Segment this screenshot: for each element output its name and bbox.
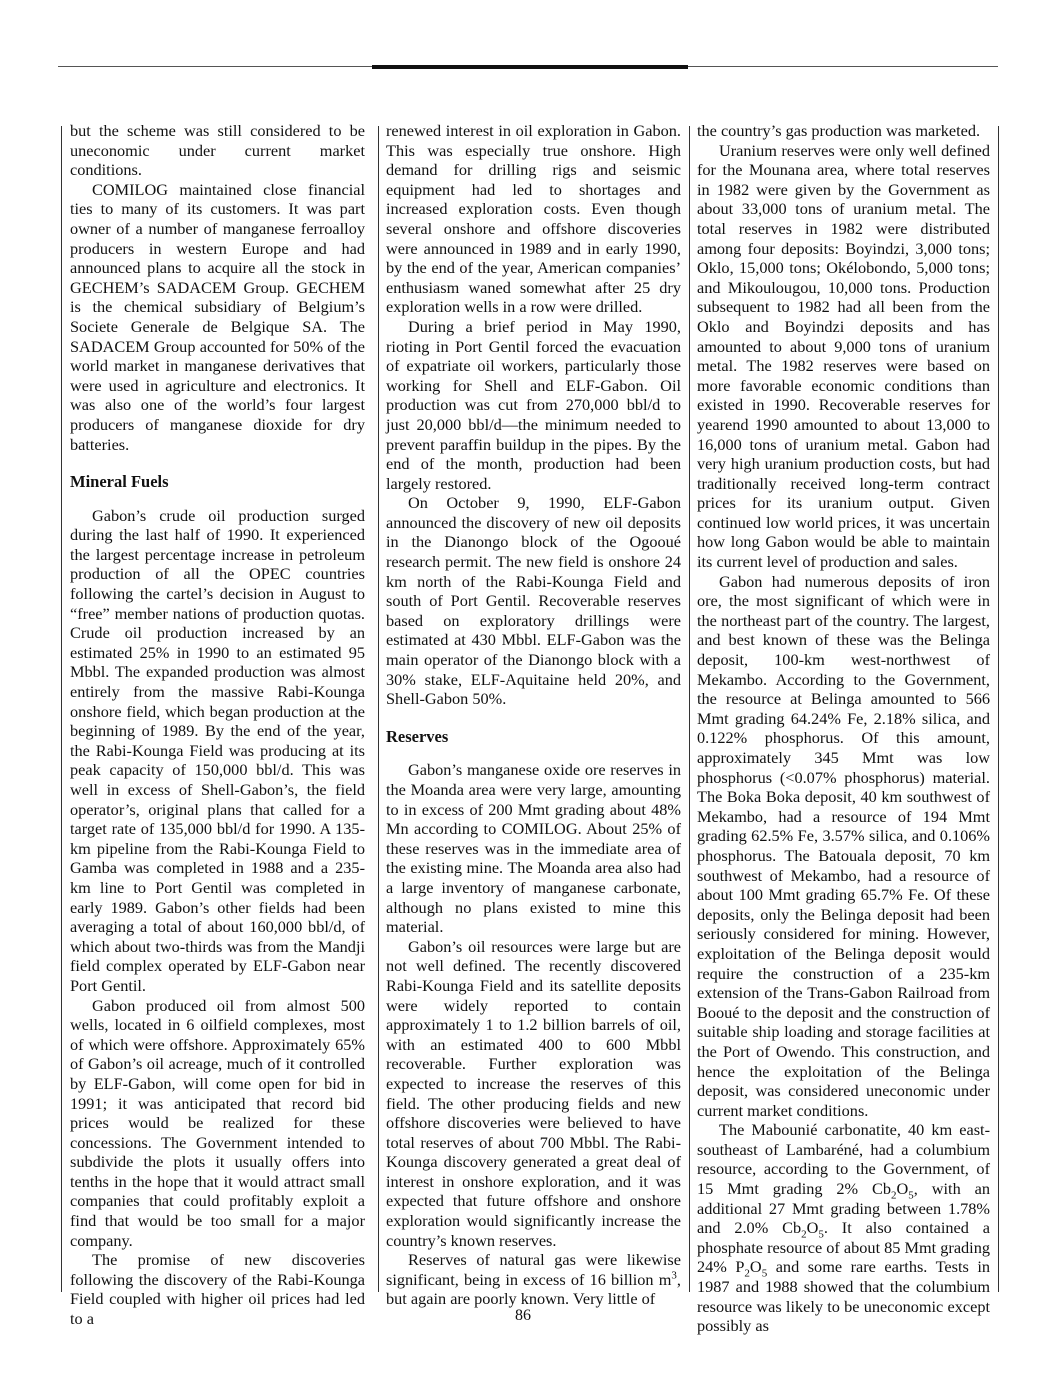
paragraph: During a brief period in May 1990, rioting in Port Gentil forced the evacuation of expatriate oil workers, particularly those working for Shell and ELF-Gabon. Oil production was cut from 270,000 bbl/d to just 20,000 bbl/d—the minimum needed to prevent paraffin buildup in the pipes. By the end of the month, production had been largely restored. [386, 316, 681, 493]
section-heading-reserves: Reserves [386, 726, 449, 746]
paragraph: the country’s gas production was marketed. [697, 121, 981, 140]
paragraph: Gabon had numerous deposits of iron ore, the most significant of which were in the northeast part of the country. The largest, and best known of these was the Belinga deposit, 100-km west-northwest of Mekambo. According to the Government, the resource at Belinga amounted to 566 Mmt grading 64.24% Fe, 2.18% silica, and 0.122% phosphorus. Of this amount, approximately 345 Mmt was low phosphorus (<0.07% phosphorus) material. The Boka Boka deposit, 40 km southwest of Mekambo, had a resource of 194 Mmt grading 62.5% Fe, 3.57% silica, and 0.106% phosphorus. The Batouala deposit, 70 km southwest of Mekambo, had a resource of about 100 Mmt grading 65.7% Fe. Of these deposits, only the Belinga deposit had been seriously considered for mining. However, exploitation of the Belinga deposit would require the construction of a 235-km extension of the Trans-Gabon Railroad from Booué to the deposit and the construction of suitable ship loading and storage facilities at the Port of Owendo. This construction, and hence the exploitation of the Belinga deposit, was considered uneconomic under current market conditions. [697, 571, 990, 1120]
column-divider-right [998, 126, 999, 1292]
column-1 [70, 121, 365, 1329]
paragraph: COMILOG maintained close financial ties to many of its customers. It was part owner of a number of manganese ferroalloy producers in western Europe and had announced plans to acquire all the stock in GECHEM’s SADACEM Group. GECHEM is the chemical subsidiary of Belgium’s Societe Generale de Belgique SA. The SADACEM Group accounted for 50% of the world market in manganese derivatives that were used in agriculture and electronics. It was also one of the world’s four largest producers of manganese dioxide for dry batteries. [70, 179, 365, 454]
paragraph: Gabon produced oil from almost 500 wells, located in 6 oilfield complexes, most of which were offshore. Approximately 65% of Gabon’s oil acreage, much of it controlled by ELF-Gabon, will come open for bid in 1991; it was anticipated that record bid prices would be realized for these concessions. The Government intended to subdivide the plots it usually offers into tenths in the hope that it would attract small companies that could profitably exploit a find that would be too small for a major company. [70, 995, 365, 1250]
paragraph: Gabon’s crude oil production surged during the last half of 1990. It experienced the largest percentage increase in petroleum production of all the OPEC countries following the cartel’s decision in August to “free” member nations of production quotas. Crude oil production increased by an estimated 25% in 1990 to an estimated 95 Mbbl. The expanded production was almost entirely from the massive Rabi-Kounga onshore field, which began production at the beginning of 1989. By the end of the year, the Rabi-Kounga Field was producing at its peak capacity of 150,000 bbl/d. This was well in excess of Shell-Gabon’s, the field operator’s, original plans that called for a target rate of 135,000 bbl/d for 1990. A 135-km pipeline from the Rabi-Kounga Field to Gamba was completed in 1988 and a 235-km line to Port Gentil was completed in early 1989. Gabon’s other fields had been averaging a total of about 160,000 bbl/d, of which about two-thirds was from the Mandji field complex operated by ELF-Gabon near Port Gentil. [70, 505, 365, 995]
paragraph: Reserves of natural gas were likewise significant, being in excess of 16 billion $m^3$, but again are poorly known. Very little of [386, 1250, 681, 1309]
page-number: 86 [515, 1307, 531, 1324]
column-3 [697, 121, 990, 1336]
top-rule-accent [372, 65, 688, 69]
paragraph: but the scheme was still considered to be uneconomic under current market conditions. [70, 121, 365, 180]
column-divider-1 [378, 126, 379, 1292]
paragraph: Gabon’s oil resources were large but are not well defined. The recently discovered Rabi-Kounga Field and its satellite deposits were widely reported to contain approximately 1 to 1.2 billion barrels of oil, with an estimated 400 to 600 Mbbl recoverable. Further exploration was expected to increase the reserves of this field. The other producing fields and new offshore discoveries were believed to have total reserves of about 700 Mbbl. The Rabi-Kounga discovery generated a great deal of interest in onshore exploration, and it was expected that future offshore and onshore exploration would significantly increase the country’s known reserves. [386, 936, 681, 1250]
paragraph: Uranium reserves were only well defined for the Mounana area, where total reserves in 1982 were given by the Government as about 33,000 tons of uranium metal. The total reserves in 1982 were distributed among four deposits: Boyindzi, 3,000 tons; Oklo, 15,000 tons; Okélobondo, 5,000 tons; and Mikoulougou, 10,000 tons. Production subsequent to 1982 had all been from the Oklo and Boyindzi deposits and has amounted to about 9,000 tons of uranium metal. The 1982 reserves were based on more favorable economic conditions than existed in 1990. Recoverable reserves for yearend 1990 amounted to about 13,000 to 16,000 tons of uranium metal. Gabon had very high uranium production costs, but had traditionally received long-term contract prices for its uranium output. Given continued low world prices, it was uncertain how long Gabon would be able to maintain its current level of production and sales. [697, 140, 990, 572]
column-divider-2 [689, 126, 690, 1292]
column-divider-left [61, 126, 62, 1292]
paragraph: The Mabounié carbonatite, 40 km east-southeast of Lambaréné, had a columbium resource, according to the Government, of 15 Mmt grading 2% $Cb_2O_5$, with an additional 27 Mmt grading between 1.78% and 2.0% $Cb_2O_5$. It also contained a phosphate resource of about 85 Mmt grading 24% $P_2O_5$ and some rare earths. Tests in 1987 and 1988 showed that the columbium resource was likely to be uneconomic except possibly as [697, 1120, 990, 1336]
paragraph: renewed interest in oil exploration in Gabon. This was especially true onshore. High demand for drilling rigs and seismic equipment had led to shortages and increased exploration costs. Even though several onshore and offshore discoveries were announced in 1989 and in early 1990, by the end of the year, American companies’ enthusiasm waned somewhat after 25 dry exploration wells in a row were drilled. [386, 121, 681, 317]
column-2 [386, 121, 681, 1309]
paragraph: Gabon’s manganese oxide ore reserves in the Moanda area were very large, amounting to in excess of 200 Mmt grading about 48% Mn according to COMILOG. About 25% of these reserves was in the immediate area of the existing mine. The Moanda area also had a large inventory of manganese carbonate, although no plans existed to mine this material. [386, 760, 681, 937]
paragraph: The promise of new discoveries following the discovery of the Rabi-Kounga Field coupled with higher oil prices had led to a [70, 1250, 365, 1329]
section-heading-mineral-fuels: Mineral Fuels [70, 472, 169, 492]
paragraph: On October 9, 1990, ELF-Gabon announced the discovery of new oil deposits in the Dianongo block of the Ogooué research permit. The new field is onshore 24 km north of the Rabi-Kounga Field and south of Port Gentil. Recoverable reserves based on exploratory drillings were estimated at 430 Mbbl. ELF-Gabon was the main operator of the Dianongo block with a 30% stake, ELF-Aquitaine held 20%, and Shell-Gabon 50%. [386, 493, 681, 709]
